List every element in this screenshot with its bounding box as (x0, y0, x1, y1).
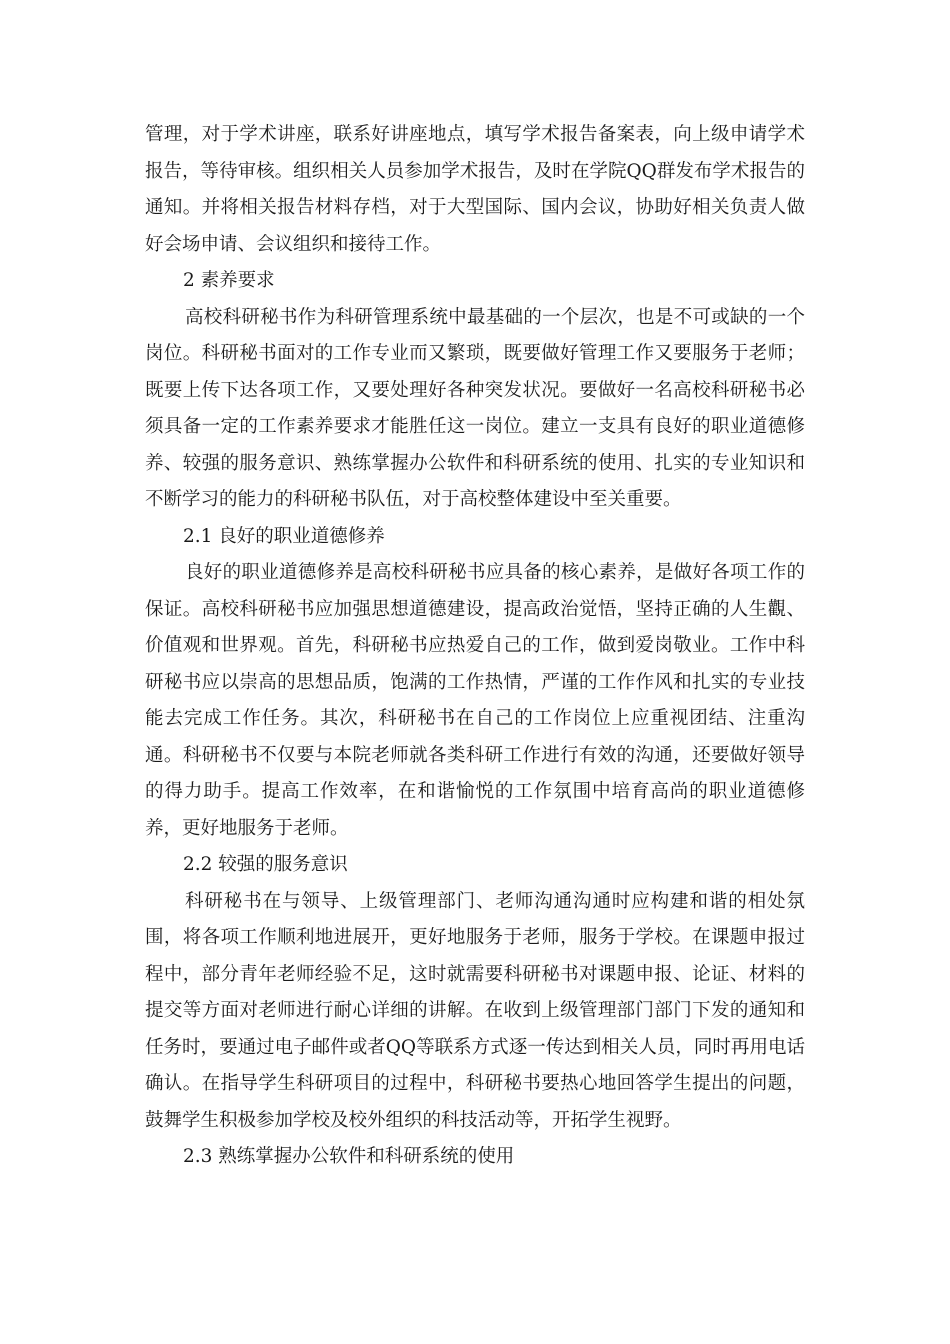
section-heading-2-3: 2.3 熟练掌握办公软件和科研系统的使用 (183, 1146, 515, 1167)
paragraph-section-2-2: 科研秘书在与领导、上级管理部门、老师沟通沟通时应构建和谐的相处氛围，将各项工作顺利地进展开，更好地服务于老师，服务于学校。在课题申报过程中，部分青年老师经验不足，这时就需要科研秘书对课题申报、论证、材料的提交等方面对老师进行耐心详细的讲解。在收到上级管理部门部门下发的通知和任务时，要通过电子邮件或者QQ等联系方式逐一传达到相关人员，同时再用电话确认。在指导学生科研项目的过程中，科研秘书要热心地回答学生提出的问题，鼓舞学生积极参加学校及校外组织的科技活动等，开拓学生视野。 (145, 890, 805, 1131)
section-heading-2-1: 2.1 良好的职业道德修养 (183, 525, 385, 547)
paragraph-section-2-1: 良好的职业道德修养是高校科研秘书应具备的核心素养，是做好各项工作的保证。高校科研秘书应加强思想道德建设，提高政治觉悟，坚持正确的人生觀、价值观和世界观。首先，科研秘书应热爱自己的工作，做到爱岗敬业。工作中科研秘书应以崇高的思想品质，饱满的工作热情，严谨的工作作风和扎实的专业技能去完成工作任务。其次，科研秘书在自己的工作岗位上应重视团结、注重沟通。科研秘书不仅要与本院老师就各类科研工作进行有效的沟通，还要做好领导的得力助手。提高工作效率，在和谐愉悦的工作氛围中培育高尚的职业道德修养，更好地服务于老师。 (145, 562, 805, 839)
section-heading-2: 2 素养要求 (183, 270, 275, 291)
paragraph-section-2: 高校科研秘书作为科研管理系统中最基础的一个层次，也是不可或缺的一个岗位。科研秘书面对的工作专业而又繁琐，既要做好管理工作又要服务于老师；既要上传下达各项工作，又要处理好各种突发状况。要做好一名高校科研秘书必须具备一定的工作素养要求才能胜任这一岗位。建立一支具有良好的职业道德修养、较强的服务意识、熟练掌握办公软件和科研系统的使用、扎实的专业知识和不断学习的能力的科研秘书队伍，对于高校整体建设中至关重要。 (145, 306, 805, 510)
document-body (145, 117, 805, 1176)
paragraph-continued: 管理，对于学术讲座，联系好讲座地点，填写学术报告备案表，向上级申请学术报告，等待审核。组织相关人员参加学术报告，及时在学院QQ群发布学术报告的通知。并将相关报告材料存档，对于大型国际、国内会议，协助好相关负责人做好会场申请、会议组织和接待工作。 (145, 124, 805, 255)
section-heading-2-2: 2.2 较强的服务意识 (183, 854, 348, 875)
